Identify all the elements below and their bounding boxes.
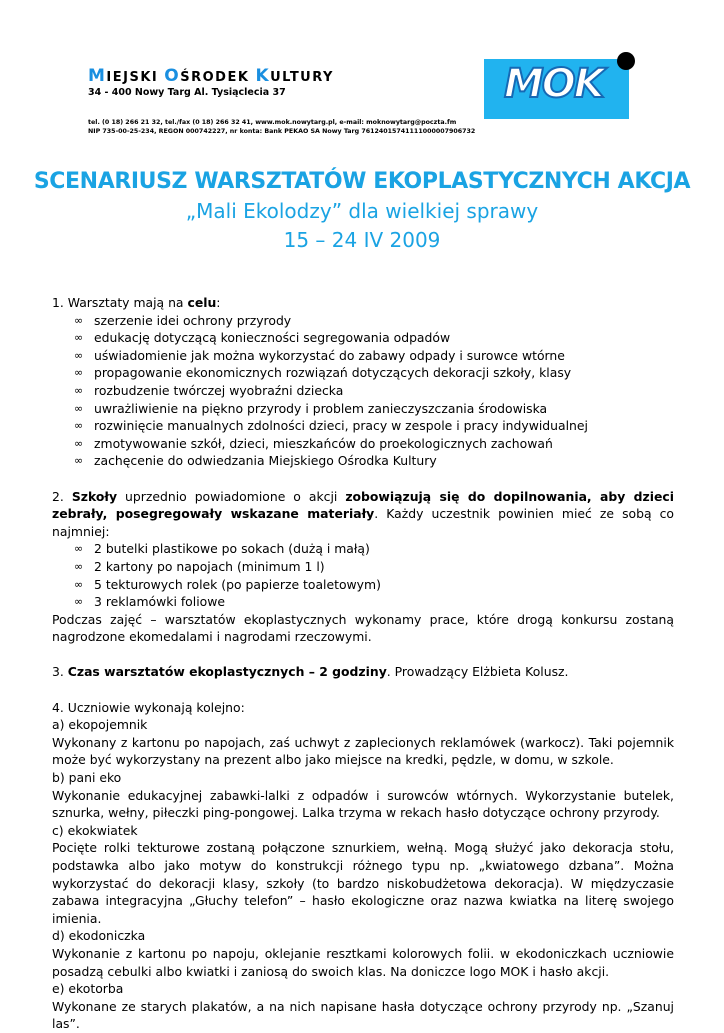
list-item: ∞ uwrażliwienie na piękno przyrody i problem zanieczyszczania środowiska (52, 400, 674, 418)
org-initial-m: M (88, 66, 107, 86)
activity-description: Wykonanie z kartonu po napoju, oklejanie resztkami kolorowych folii. w ekodoniczkach uczniowie posadzą cebulki albo kwiatki i zaniosą do swoich klas. Na doniczce logo MOK i hasło akcji. (52, 945, 674, 979)
org-initial-k: K (255, 66, 271, 86)
section-1-intro (52, 294, 674, 312)
section-4-intro: 4. Uczniowie wykonają kolejno: (52, 699, 245, 715)
org-initial-o: O (164, 66, 181, 86)
activity-label: a) ekopojemnik (52, 717, 148, 733)
section-2-text-2: . Każdy uczestnik powinien mieć ze sobą co najmniej: (52, 506, 674, 539)
document-dates: 15 – 24 IV 2009 (283, 228, 441, 252)
section-3-paragraph (52, 663, 674, 681)
contact-line-bank: NIP 735-00-25-234, REGON 000742227, nr konta: Bank PEKAO SA Nowy Targ 76124015741111000007906732 (88, 128, 476, 135)
goals-list (52, 312, 674, 470)
activity-description: Wykonanie edukacyjnej zabawki-lalki z odpadów i surowców wtórnych. Wykorzystanie butelek, sznurka, wełny, piłeczki ping-pongowej. Lalka trzyma w rekach hasło dotyczące ochrony przyrody. (52, 787, 674, 821)
section-1-intro-bold: celu (187, 295, 217, 310)
activity-description: Wykonane ze starych plakatów, a na nich napisane hasła dotyczące ochrony przyrody np. „Szanuj las”. (52, 998, 674, 1032)
section-2-number: 2. (52, 488, 72, 504)
logo-text: MOK (504, 61, 603, 107)
list-item: ∞ edukację dotyczącą konieczności segregowania odpadów (52, 329, 674, 347)
section-3-bold: Czas warsztatów ekoplastycznych – 2 godziny (67, 664, 387, 680)
document-body (52, 294, 674, 1033)
section-2-bold-obligation: zobowiązują się do dopilnowania, aby dzieci zebrały, posegregowały wskazane materiały (52, 488, 674, 522)
org-word-2: ŚRODEK (180, 70, 256, 85)
list-item: ∞ szerzenie idei ochrony przyrody (52, 312, 674, 330)
list-item: ∞ zachęcenie do odwiedzania Miejskiego Ośrodka Kultury (52, 452, 674, 470)
section-2-bold-schools: Szkoły (71, 488, 118, 504)
list-item: ∞ 3 reklamówki foliowe (52, 593, 674, 611)
org-word-1: IEJSKI (106, 70, 165, 85)
section-3-text: . Prowadzący Elżbieta Kolusz. (386, 664, 569, 680)
section-2-text-1: uprzednio powiadomione o akcji (117, 488, 346, 504)
list-item: ∞ uświadomienie jak można wykorzystać do zabawy odpady i surowce wtórne (52, 347, 674, 365)
section-3-number: 3. (52, 664, 68, 680)
activity-description: Pocięte rolki tekturowe zostaną połączone sznurkiem, wełną. Mogą służyć jako dekoracja stołu, podstawka albo jako motyw do konstrukcji różnego typu np. „kwiatowego dzbana”. Można wykorzystać do dekoracji klasy, szkoły (to bardzo niskobudżetowa dekoracja). W międzyczasie zabawa integracyjna „Głuchy telefon” – hasło ekologiczne oraz nazwa kwiatka na literę swojego imienia. (52, 840, 674, 926)
activity-label: e) ekotorba (52, 981, 124, 997)
document-title: SCENARIUSZ WARSZTATÓW EKOPLASTYCZNYCH AKCJA (33, 169, 691, 194)
list-item: ∞ propagowanie ekonomicznych rozwiązań dotyczących dekoracji szkoły, klasy (52, 364, 674, 382)
organization-contact (88, 118, 475, 136)
section-1-intro-text: 1. Warsztaty mają na (52, 295, 188, 310)
logo-dot-icon (617, 52, 635, 70)
activity-label: b) pani eko (52, 770, 122, 786)
org-word-3: ULTURY (270, 70, 334, 85)
list-item: ∞ 5 tekturowych rolek (po papierze toaletowym) (52, 576, 674, 594)
list-item: ∞ 2 butelki plastikowe po sokach (dużą i małą) (52, 540, 674, 558)
materials-list (52, 540, 674, 610)
list-item: ∞ rozwinięcie manualnych zdolności dzieci, pracy w zespole i pracy indywidualnej (52, 417, 674, 435)
organization-address: 34 - 400 Nowy Targ Al. Tysiąclecia 37 (88, 87, 286, 98)
list-item: ∞ 2 kartony po napojach (minimum 1 l) (52, 558, 674, 576)
list-item: ∞ rozbudzenie twórczej wyobraźni dziecka (52, 382, 674, 400)
organization-name (88, 66, 334, 86)
section-2-closing: Podczas zajęć – warsztatów ekoplastycznych wykonamy prace, które drogą konkursu zostaną nagrodzone ekomedalami i nagrodami rzeczowymi. (52, 611, 674, 645)
activity-label: c) ekokwiatek (52, 822, 138, 838)
section-1-intro-end: : (216, 295, 221, 310)
mok-logo (484, 59, 629, 119)
section-2-paragraph (52, 488, 674, 541)
document-subtitle: „Mali Ekolodzy” dla wielkiej sprawy (185, 199, 539, 223)
contact-line-phone-email: tel. (0 18) 266 21 32, tel./fax (0 18) 266 32 41, www.mok.nowytarg.pl, e-mail: moknowytarg@poczta.fm (88, 119, 457, 126)
list-item: ∞ zmotywowanie szkół, dzieci, mieszkańców do proekologicznych zachowań (52, 435, 674, 453)
activity-description: Wykonany z kartonu po napojach, zaś uchwyt z zaplecionych reklamówek (warkocz). Taki pojemnik może być wykorzystany na prezent albo jako miejsce na kredki, pędzle, w domu, w szkole. (52, 734, 674, 768)
activity-label: d) ekodoniczka (52, 928, 146, 944)
